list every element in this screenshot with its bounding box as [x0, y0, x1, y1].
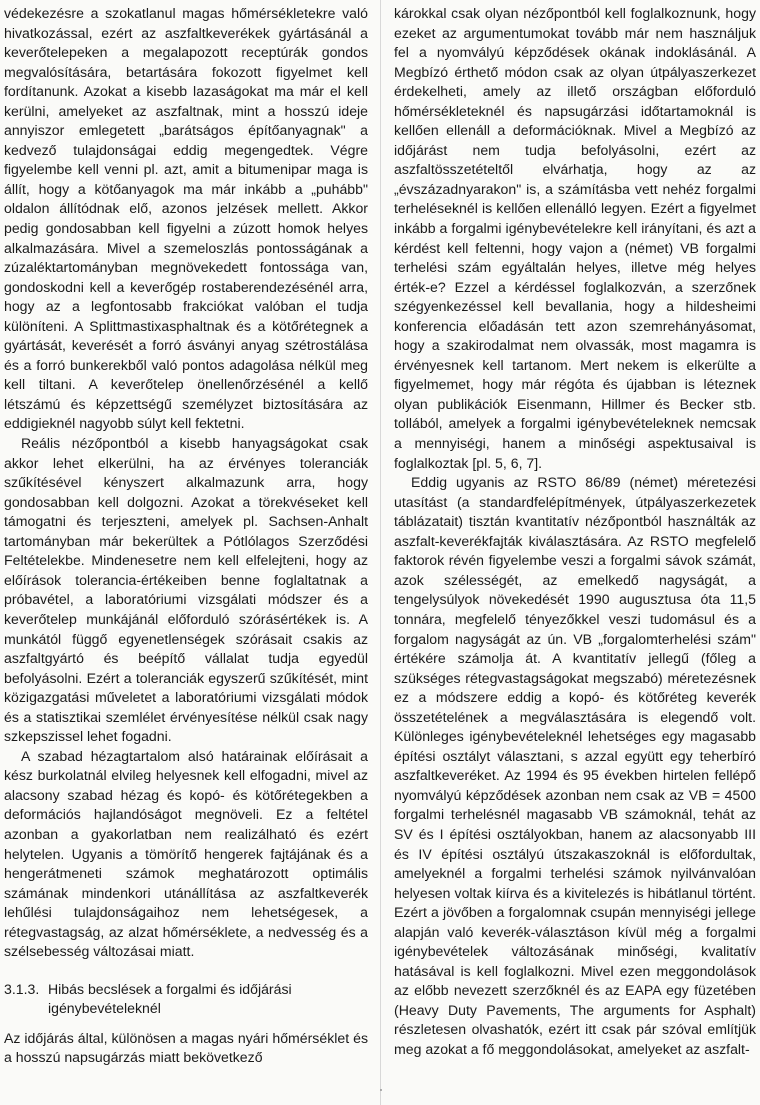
- left-column: [4, 4, 368, 1068]
- right-column: [394, 4, 756, 1060]
- column-divider: [380, 0, 381, 1105]
- paragraph-4: Az időjárás által, különösen a magas nyári hőmérséklet és a hosszú napsugárzás miatt bekövetkező: [4, 1029, 368, 1066]
- paragraph-6: Eddig ugyanis az RSTO 86/89 (német) méretezési utasítást (a standardfelépítmények, útpályaszerkezetek táblázatait) tisztán kvantitatív nézőpontból használták az aszfalt-keverékfajták kiválasztására. Az RSTO megfelelő faktorok révén figyelembe veszi a forgalmi sávok számát, azok szélességét, az emelkedő nagyságát, a tengelysúlyok növekedését 1990 augusztusa óta 11,5 tonnára, megfelelő tényezőkkel veszi tudomásul és a forgalom nagyságát az ún. VB „forgalomterhelési szám" értékére számolja át. A kvantitatív jellegű (főleg a szükséges rétegvastagságokat megszabó) méretezésnek ez a módszere eddig a kopó- és kötőréteg keverék összetételének a megválasztására is elegendő volt. Különleges igénybevételeknél lehetséges egy magasabb építési osztályt választani, s azzal együtt egy teherbíró aszfaltkeveréket. Az 1994 és 95 években hirtelen fellépő nyomvályú képződések azonban nem csak az VB = 4500 forgalmi terhelésnél magasabb VB számoknál, tehát az SV és I építési osztályokban, hanem az alacsonyabb III és IV építési osztályú útszakaszoknál is előfordultak, amelyeknél a forgalmi terhelési számok nyilvánvalóan helyesen voltak kiírva és a kivitelezés is hibátlanul történt. Ezért a jövőben a forgalomnak csupán mennyiségi jellege alapján való keverék-választáson kívül még a forgalmi igénybevételek változásának minőségi, kvalitatív hatásával is kell foglalkozni. Mivel ezen meggondolások az előbb nevezett szerzőknél és az EAPA egy füzetében (Heavy Duty Pavements, The arguments for Asphalt) részletesen olvashatók, ezért itt csak pár szóval említjük meg azokat a fő meggondolásokat, amelyeket az aszfalt-: [394, 474, 756, 1057]
- section-heading: [4, 980, 368, 1019]
- paragraph-2: Reális nézőpontból a kisebb hanyagságokat csak akkor lehet elkerülni, ha az érvényes toleranciák szűkítésével kényszert alkalmazunk arra, hogy gondosabban kell dolgozni. Azokat a törekvéseket kell támogatni és terjeszteni, amelyek pl. Sachsen-Anhalt tartományban már bekerültek a Pótlólagos Szerződési Feltételekbe. Mindenesetre nem kell elfelejteni, hogy az előírások tolerancia-értékeiben benne foglaltatnak a próbavétel, a laboratóriumi vizsgálati módszer és a keverőtelep munkájánál előforduló szórásértékek is. A munkától függő egyenetlenségek szórásait csakis az aszfaltgyártó és beépítő vállalat tudja egyedül befolyásolni. Ezért a toleranciák egyszerű szűkítését, mint közigazgatási műveletet a laboratóriumi vizsgálati módok és a statisztikai szemlélet érvényesítése nélkül csak nagy szkepszissel lehet fogadni.: [4, 435, 368, 745]
- paragraph-3: A szabad hézagtartalom alsó határainak előírásait a kész burkolatnál elvileg helyesnek kell elfogadni, mivel az alacsony szabad hézag és kopó- és kötőrétegekben a deformációs hajlandóságot megnöveli. Ez a feltétel azonban a gyakorlatban nem realizálható és ezért helytelen. Ugyanis a tömörítő hengerek fajtájának és a hengerátmeneti számok meghatározott optimális számának mindenkori utánállítása az aszfaltkeverék lehűlési tulajdonságaihoz nem lehetségesek, a rétegvastagság, az alzat hőmérséklete, a nedvesség és a szélsebesség változásai miatt.: [4, 747, 368, 960]
- paragraph-1: védekezésre a szokatlanul magas hőmérsékletekre való hivatkozással, ezért az aszfaltkeverékek gyártásánál a keverőtelepeken a megalapozott receptúrák gondos megvalósítására, betartására fokozott figyelmet kell fordítanunk. Azokat a kisebb lazaságokat ma már el kell kerülni, amelyeket az aszfaltnak, mint a hosszú ideje annyiszor emlegetett „barátságos építőanyagnak" a kedvező tulajdonságai eddig megengedtek. Végre figyelembe kell venni pl. azt, amit a bitumenipar maga is állít, hogy a kötőanyagok ma már inkább a „puhább" oldalon állítódnak elő, azonos jelzések mellett. Akkor pedig gondosabban kell figyelni a zúzott homok helyes alkalmazására. Mivel a szemeloszlás pontosságának a zúzaléktartományban megnövekedett fontossága van, gondoskodni kell a keverőgép rostaberendezésénél arra, hogy az a legfontosabb frakciókat valóban el tudja különíteni. A Splittmastixasphaltnak és a kötőrétegnek a gyártását, keverését a forró ásványi anyag szétrostálása és a forró bunkerekből való pontos adagolása nélkül meg kell tiltani. A keverőtelep önellenőrzésénél a kellő létszámú és képzettségű személyzet biztosítására az eddigieknél nagyobb súlyt kell fektetni.: [4, 5, 368, 432]
- page-mark: [380, 1089, 382, 1091]
- section-title: Hibás becslések a forgalmi és időjárási igénybevételeknél: [48, 980, 292, 1017]
- section-number: 3.1.3.: [4, 980, 40, 997]
- paragraph-5: károkkal csak olyan nézőpontból kell foglalkoznunk, hogy ezeket az argumentumokat tovább már nem használjuk fel a nyomvályú képződések okának indoklásánál. A Megbízó érthető módon csak az olyan útpályaszerkezet érdekelheti, amely az illető országban előforduló hőmérsékleteknél és napsugárzási időtartamoknál is kellően ellenáll a deformációknak. Mivel a Megbízó az időjárást nem tudja befolyásolni, ezért az aszfaltösszetételtől elvárhatja, hogy az az „évszázadnyarakon" is, a számításba vett nehéz forgalmi terheléseknél is kellően ellenálló legyen. Ezért a figyelmet inkább a forgalmi igénybevételekre kell irányítani, és azt a kérdést kell feltenni, hogy vajon a (német) VB forgalmi terhelési szám egyáltalán helyes, illetve még helyes érték-e? Ezzel a kérdéssel foglalkozván, a szerzőnek szégyenkezéssel kell bevallania, hogy a hildesheimi konferencia előadásán tett azon szemrehányásomat, hogy a szakirodalmat nem olvassák, most magamra is érvényesnek kell tartanom. Mert nekem is elkerülte a figyelmemet, hogy már régóta és újabban is léteznek olyan publikációk Eisenmann, Hillmer és Becker stb. tollából, amelyek a forgalmi igénybevételeknek nemcsak a mennyiségi, hanem a minőségi aspektusaival is foglalkoztak [pl. 5, 6, 7].: [394, 5, 756, 471]
